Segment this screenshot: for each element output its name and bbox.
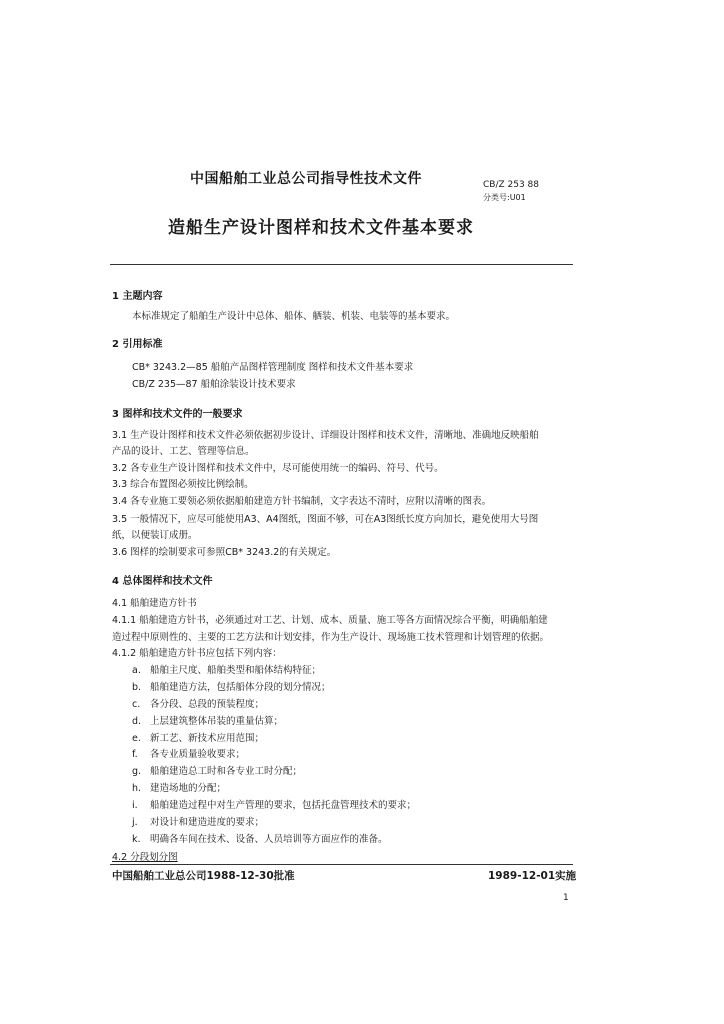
clause-3-3: 3.3 综合布置图必须按比例绘制。 [112, 479, 254, 490]
list-item-g [132, 766, 302, 778]
issuing-organization-title: 中国船舶工业总公司指导性技术文件 [190, 171, 422, 187]
list-item-i [132, 800, 416, 812]
clause-4-1-1-line-2: 造过程中原则性的、主要的工艺方法和计划安排，作为生产设计、现场施工技术管理和计划管理的依据。 [112, 632, 550, 643]
clause-3-2: 3.2 各专业生产设计图样和技术文件中，尽可能使用统一的编码、符号、代号。 [112, 463, 444, 474]
clause-4-2: 4.2 分段划分图 [112, 852, 178, 863]
clause-4-1-2: 4.1.2 船舶建造方针书应包括下列内容： [112, 648, 282, 659]
list-marker: f. [132, 749, 138, 760]
list-item-f [132, 749, 245, 761]
clause-3-1-line-2: 产品的设计、工艺、管理等信息。 [112, 446, 255, 457]
list-marker: a. [132, 665, 141, 676]
clause-4-1: 4.1 船舶建造方针书 [112, 598, 197, 609]
list-marker: b. [132, 682, 142, 693]
list-item-d [132, 716, 283, 728]
approval-date: 中国船舶工业总公司1988-12-30批准 [112, 870, 295, 882]
section-3-heading: 3 图样和技术文件的一般要求 [112, 409, 243, 420]
list-marker: i. [132, 800, 138, 811]
classification-code: 分类号:U01 [483, 193, 526, 202]
section-1-heading: 1 主题内容 [112, 291, 163, 302]
footer-divider [110, 864, 573, 865]
document-title: 造船生产设计图样和技术文件基本要求 [168, 218, 474, 238]
list-marker: d. [132, 716, 142, 727]
list-marker: g. [132, 766, 142, 777]
list-item-e [132, 733, 264, 745]
list-item-j [132, 817, 264, 829]
standard-code: CB/Z 253 88 [483, 180, 540, 190]
list-item-a [132, 665, 321, 677]
clause-3-5-line-1: 3.5 一般情况下，应尽可能使用A3、A4图纸，图面不够，可在A3图纸长度方向加长，避免使用大号图 [112, 514, 539, 525]
list-item-c [132, 699, 264, 711]
clause-3-6: 3.6 图样的绘制要求可参照CB* 3243.2的有关规定。 [112, 547, 337, 558]
list-text: 对设计和建造进度的要求； [150, 817, 265, 828]
list-text: 各专业质量验收要求； [150, 749, 246, 760]
list-item-h [132, 783, 226, 795]
list-text: 建造场地的分配； [150, 783, 227, 794]
list-item-k [132, 834, 388, 846]
list-marker: e. [132, 733, 141, 744]
list-text: 新工艺、新技术应用范围； [150, 733, 265, 744]
list-marker: c. [132, 699, 141, 710]
section-4-heading: 4 总体图样和技术文件 [112, 576, 213, 587]
clause-3-5-line-2: 纸，以便装订成册。 [112, 530, 198, 541]
list-marker: h. [132, 783, 142, 794]
reference-2: CB/Z 235—87 船舶涂装设计技术要求 [132, 379, 296, 390]
reference-1: CB* 3243.2—85 船舶产品图样管理制度 图样和技术文件基本要求 [132, 362, 414, 373]
list-marker: k. [132, 834, 141, 845]
list-item-b [132, 682, 331, 694]
implementation-date: 1989-12-01实施 [488, 870, 577, 882]
section-2-heading: 2 引用标准 [112, 339, 163, 350]
list-text: 各分段、总段的预装程度； [150, 699, 265, 710]
list-marker: j. [132, 817, 138, 828]
list-text: 船舶建造总工时和各专业工时分配； [150, 766, 303, 777]
list-text: 明确各车间在技术、设备、人员培训等方面应作的准备。 [150, 834, 388, 845]
clause-4-1-1-line-1: 4.1.1 船舶建造方针书，必须通过对工艺、计划、成本、质量、施工等各方面情况综合平衡，明确船舶建 [112, 615, 548, 626]
section-1-text: 本标准规定了船舶生产设计中总体、船体、舾装、机装、电装等的基本要求。 [132, 311, 456, 322]
list-text: 船舶建造方法，包括船体分段的划分情况； [150, 682, 331, 693]
page-number: 1 [563, 893, 569, 903]
list-text: 船舶建造过程中对生产管理的要求，包括托盘管理技术的要求； [150, 800, 417, 811]
list-text: 上层建筑整体吊装的重量估算； [150, 716, 284, 727]
clause-3-4: 3.4 各专业施工要领必须依据船舶建造方针书编制，文字表达不清时，应附以清晰的图表。 [112, 496, 492, 507]
list-text: 船舶主尺度、船舶类型和船体结构特征； [150, 665, 322, 676]
header-divider [110, 264, 573, 265]
clause-3-1-line-1: 3.1 生产设计图样和技术文件必须依据初步设计、详细设计图样和技术文件，清晰地、准确地反映船舶 [112, 430, 539, 441]
